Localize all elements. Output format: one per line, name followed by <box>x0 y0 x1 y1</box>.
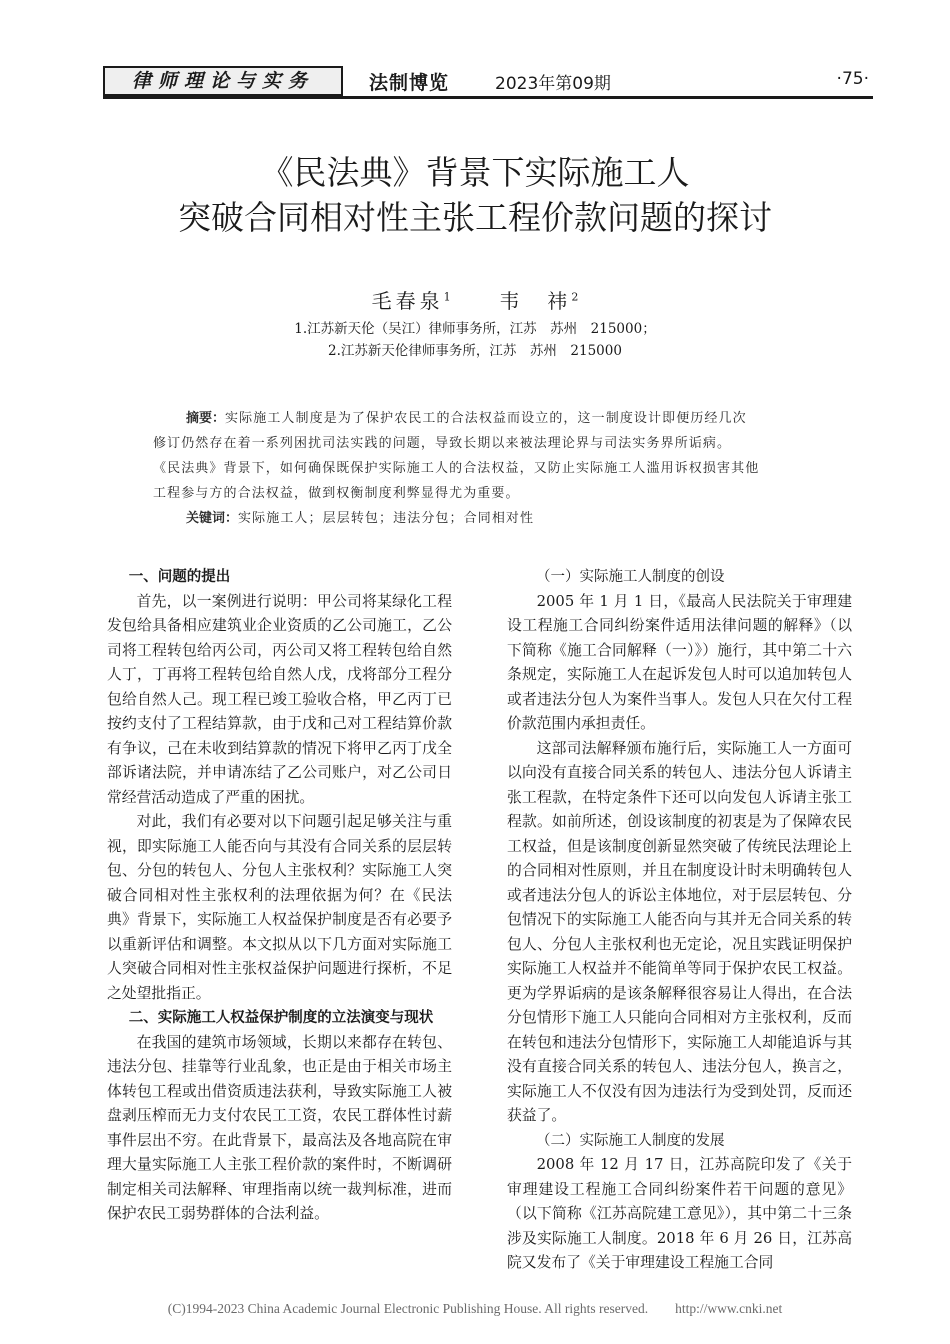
author-name: 韦 祎 <box>499 289 572 313</box>
affiliation-1: 1.江苏新天伦（吴江）律师事务所，江苏 苏州 215000； <box>294 321 656 337</box>
journal-name: 法制博览 <box>369 72 450 94</box>
affiliation-2: 2.江苏新天伦律师事务所，江苏 苏州 215000 <box>328 343 622 359</box>
abstract-line: 实际施工人制度是为了保护农民工的合法权益而设立的，这一制度设计即便历经几次 <box>225 411 747 426</box>
paragraph: 2005 年 1 月 1 日，《最高人民法院关于审理建设工程施工合同纠纷案件适用法律问题的解释》（以下简称《施工合同解释（一）》）施行，其中第二十六条规定，实际施工人在起诉发包人时可以追加转包人或者违法分包人为案件当事人。发包人只在欠付工程价款范围内承担责任。 <box>507 592 852 732</box>
page-header <box>103 66 873 99</box>
abstract-line: 工程参与方的合法权益，做到权衡制度利弊显得尤为重要。 <box>153 486 520 501</box>
author-name: 毛春泉 <box>371 289 444 313</box>
page-number: ·75· <box>836 69 869 89</box>
paragraph: 对此，我们有必要对以下问题引起足够关注与重视，即实际施工人能否向与其没有合同关系的层层转包、分包的转包人、分包人主张权利？实际施工人突破合同相对性主张权利的法理依据为何？在《民法典》背景下，实际施工人权益保护制度是否有必要予以重新评估和调整。本文拟从以下几方面对实际施工人突破合同相对性主张权益保护问题进行探析，不足之处望批指正。 <box>107 813 452 1002</box>
author-list <box>0 285 950 314</box>
paragraph: 首先，以一案例进行说明：甲公司将某绿化工程发包给具备相应建筑业企业资质的乙公司施工，乙公司将工程转包给丙公司，丙公司又将工程转包给自然人丁，丁再将工程转包给自然人戊，戊将部分工程分包给自然人己。现工程已竣工验收合格，甲乙丙丁已按约支付了工程结算款，由于戊和己对工程结算价款有争议，己在未收到结算款的情况下将甲乙丙丁戊全部诉诸法院，并申请冻结了乙公司账户，对乙公司日常经营活动造成了严重的困扰。 <box>107 592 452 806</box>
paragraph: 在我国的建筑市场领域，长期以来都存在转包、违法分包、挂靠等行业乱象，也正是由于相关市场主体转包工程或出借资质违法获利，导致实际施工人被盘剥压榨而无力支付农民工工资，农民工群体性讨薪事件层出不穷。在此背景下，最高法及各地高院在审理大量实际施工人主张工程价款的案件时，不断调研制定相关司法解释、审理指南以统一裁判标准，进而保护农民工弱势群体的合法利益。 <box>107 1033 452 1222</box>
author-affiliation-mark: 2 <box>571 290 579 304</box>
section-heading: 一、问题的提出 <box>128 569 231 585</box>
article-title-line-1: 《民法典》背景下实际施工人 <box>260 153 690 192</box>
subsection-heading: （二）实际施工人制度的发展 <box>536 1132 725 1149</box>
keywords: 实际施工人；层层转包；违法分包；合同相对性 <box>238 511 535 526</box>
section-heading: 二、实际施工人权益保护制度的立法演变与现状 <box>128 1010 434 1026</box>
subsection-heading: （一）实际施工人制度的创设 <box>536 569 725 585</box>
left-column <box>107 565 452 1227</box>
paragraph: 这部司法解释颁布施行后，实际施工人一方面可以向没有直接合同关系的转包人、违法分包人诉请主张工程款，在特定条件下还可以向发包人诉请主张工程款。如前所述，创设该制度的初衷是为了保障农民工权益，但是该制度创新显然突破了传统民法理论上的合同相对性原则，并且在制度设计时未明确转包人或者违法分包人的诉讼主体地位，对于层层转包、分包情况下的实际施工人能否向与其并无合同关系的转包人、分包人主张权利也无定论，况且实践证明保护实际施工人权益并不能简单等同于保护农民工权益。更为学界诟病的是该条解释很容易让人得出，在合法分包情形下施工人只能向合同相对方主张权利，反而在转包和违法分包情形下，实际施工人却能追诉与其没有直接合同关系的转包人、违法分包人，换言之，实际施工人不仅没有因为违法行为受到处罚，反而还获益了。 <box>507 739 852 1124</box>
keywords-label: 关键词： <box>186 511 239 526</box>
right-column <box>507 565 852 1276</box>
abstract-line: 《民法典》背景下，如何确保既保护实际施工人的合法权益，又防止实际施工人滥用诉权损害其他 <box>153 461 760 476</box>
column-label: 律师理论与实务 <box>103 66 343 96</box>
abstract <box>153 406 808 531</box>
journal-issue: 2023年第09期 <box>495 74 611 94</box>
copyright-footer: (C)1994-2023 China Academic Journal Electronic Publishing House. All rights reserved. http://www.cnki.net <box>167 1301 783 1316</box>
paragraph: 2008 年 12 月 17 日，江苏高院印发了《关于审理建设工程施工合同纠纷案件若干问题的意见》（以下简称《江苏高院建工意见》），其中第二十三条涉及实际施工人制度。2018 年 6 月 26 日，江苏高院又发布了《关于审理建设工程施工合同 <box>507 1156 852 1271</box>
abstract-line: 修订仍然存在着一系列困扰司法实践的问题，导致长期以来被法理论界与司法实务界所诟病。 <box>153 436 732 451</box>
author-affiliation-mark: 1 <box>443 290 451 304</box>
article-title-line-2: 突破合同相对性主张工程价款问题的探讨 <box>178 198 772 237</box>
abstract-label: 摘要： <box>186 411 226 426</box>
